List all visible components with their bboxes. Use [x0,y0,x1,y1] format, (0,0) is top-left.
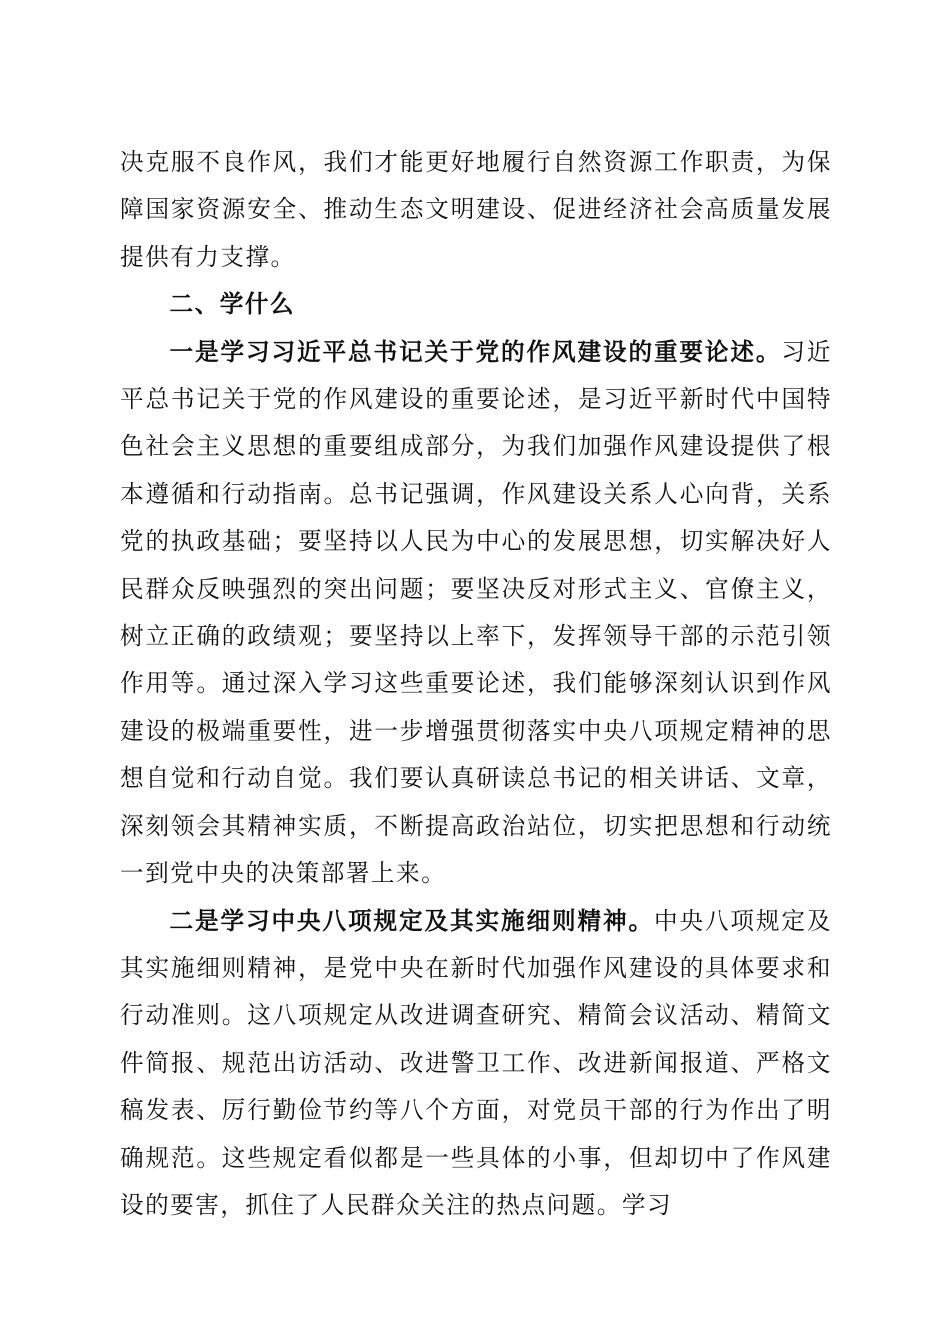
document-body [120,139,832,1229]
paragraph-study-regulations [120,898,832,1230]
paragraph-body: 中央八项规定及其实施细则精神，是党中央在新时代加强作风建设的具体要求和行动准则。这八项规定从改进调查研究、精简会议活动、精简文件简报、规范出访活动、改进警卫工作、改进新闻报道、严格文稿发表、厉行勤俭节约等八个方面，对党员干部的行为作出了明确规范。这些规定看似都是一些具体的小事，但却切中了作风建设的要害，抓住了人民群众关注的热点问题。学习 [120,906,833,1219]
paragraph-lead: 二是学习中央八项规定及其实施细则精神。 [169,906,654,935]
section-heading: 二、学什么 [169,290,296,319]
paragraph-body: 习近平总书记关于党的作风建设的重要论述，是习近平新时代中国特色社会主义思想的重要组成部分，为我们加强作风建设提供了根本遵循和行动指南。总书记强调，作风建设关系人心向背，关系党的执政基础；要坚持以人民为中心的发展思想，切实解决好人民群众反映强烈的突出问题；要坚决反对形式主义、官僚主义，树立正确的政绩观；要坚持以上率下，发挥领导干部的示范引领作用等。通过深入学习这些重要论述，我们能够深刻认识到作风建设的极端重要性，进一步增强贯彻落实中央八项规定精神的思想自觉和行动自觉。我们要认真研读总书记的相关讲话、文章，深刻领会其精神实质，不断提高政治站位，切实把思想和行动统一到党中央的决策部署上来。 [120,337,833,888]
paragraph-study-speeches [120,329,832,898]
paragraph-lead: 一是学习习近平总书记关于党的作风建设的重要论述。 [169,337,782,366]
continuation-paragraph: 决克服不良作风，我们才能更好地履行自然资源工作职责，为保障国家资源安全、推动生态文明建设、促进经济社会高质量发展提供有力支撑。 [120,148,832,271]
